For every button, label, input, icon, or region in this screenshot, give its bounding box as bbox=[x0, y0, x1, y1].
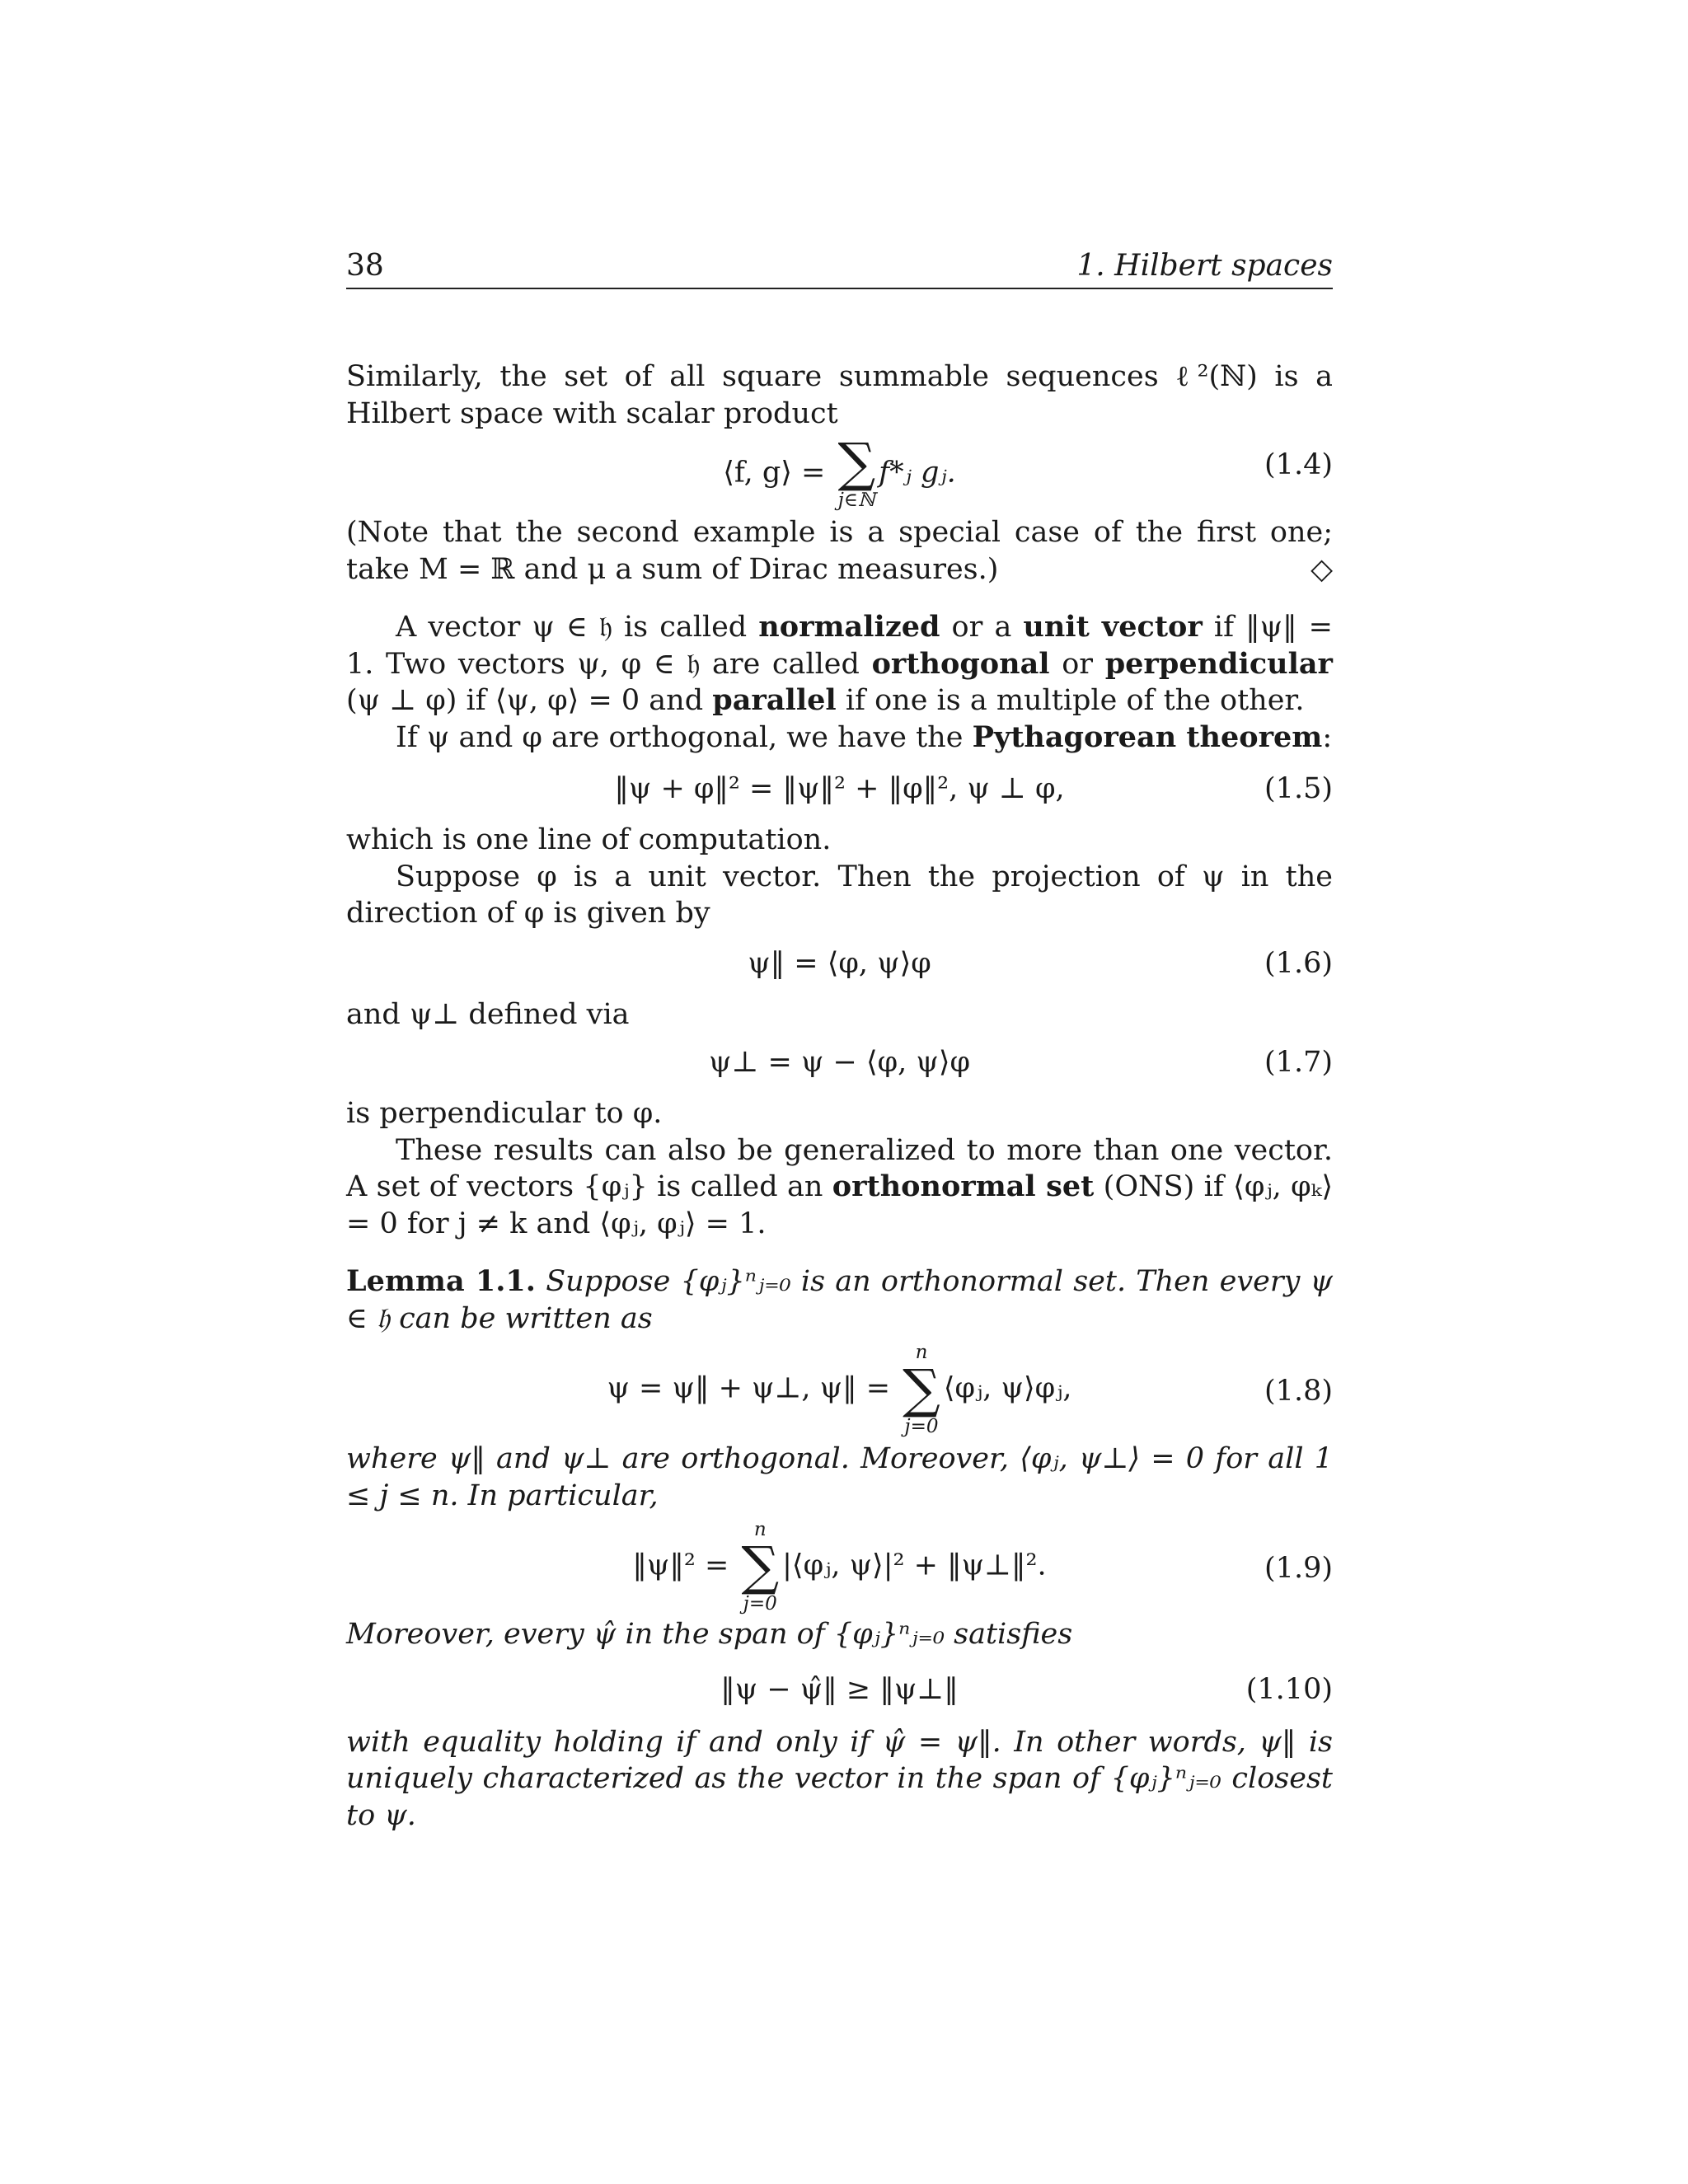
equation-number: (1.5) bbox=[1264, 772, 1333, 805]
eq-1-10-math: ‖ψ − ψ̂‖ ≥ ‖ψ⊥‖ bbox=[720, 1672, 959, 1706]
eq-1-4-lhs: ⟨f, g⟩ = bbox=[723, 456, 835, 490]
sum-lower-limit: j=0 bbox=[743, 1593, 777, 1615]
eq-1-9-lhs: ‖ψ‖² = bbox=[632, 1549, 738, 1582]
equation-1-7 bbox=[346, 1033, 1333, 1095]
lemma-1-1 bbox=[346, 1263, 1333, 1337]
equation-1-10 bbox=[346, 1653, 1333, 1724]
term-unit-vector: unit vector bbox=[1023, 610, 1203, 644]
equation-1-4 bbox=[346, 432, 1333, 511]
paragraph-ons: These results can also be generalized to more than one vector. A set of vectors {φⱼ} is called an orthonormal set (ONS) if ⟨φⱼ, φₖ⟩ = 0 for j ≠ k and ⟨φⱼ, φⱼ⟩ = 1. bbox=[346, 1133, 1334, 1240]
eq-1-8-lhs: ψ = ψ‖ + ψ⊥, ψ‖ = bbox=[607, 1371, 900, 1405]
equation-1-6 bbox=[346, 932, 1333, 996]
equation-number: (1.6) bbox=[1264, 946, 1333, 980]
page-number: 38 bbox=[346, 249, 384, 283]
sum-symbol: n ∑ j=0 bbox=[741, 1519, 780, 1615]
paragraph-note bbox=[346, 514, 1333, 588]
paragraph-l2: Similarly, the set of all square summable sequences ℓ²(ℕ) is a Hilbert space with scalar product bbox=[346, 360, 1333, 430]
term-parallel: parallel bbox=[712, 683, 837, 717]
lemma-statement: Suppose {φⱼ}ⁿⱼ₌₀ is an orthonormal set. Then every ψ ∈ 𝔥 can be written as bbox=[346, 1265, 1333, 1335]
equation-1-5 bbox=[346, 756, 1333, 822]
paragraph-computation: which is one line of computation. bbox=[346, 823, 832, 856]
running-header bbox=[346, 243, 1333, 289]
paragraph-pythagoras: If ψ and φ are orthogonal, we have the Pythagorean theorem: bbox=[396, 719, 1333, 754]
chapter-title: 1. Hilbert spaces bbox=[1076, 249, 1333, 283]
sum-upper-limit: n bbox=[753, 1519, 767, 1540]
equation-number: (1.7) bbox=[1264, 1046, 1333, 1079]
note-text: (Note that the second example is a special case of the first one; take M = ℝ and μ a sum of Dirac measures.) bbox=[346, 516, 1333, 586]
equation-number: (1.10) bbox=[1245, 1672, 1333, 1706]
equation-number: (1.4) bbox=[1264, 448, 1333, 481]
sum-lower-limit: j∈ℕ bbox=[837, 490, 875, 511]
eq-1-8-body: ⟨φⱼ, ψ⟩φⱼ, bbox=[943, 1371, 1072, 1405]
lemma-label: Lemma 1.1. bbox=[346, 1264, 536, 1298]
equation-1-8 bbox=[346, 1337, 1333, 1441]
sum-symbol: ∑ j∈ℕ bbox=[837, 433, 876, 511]
term-pythagorean-theorem: Pythagorean theorem bbox=[972, 719, 1323, 754]
eq-1-4-body: f*ⱼ gⱼ. bbox=[879, 456, 956, 490]
paragraph-perp-def: and ψ⊥ defined via bbox=[346, 997, 630, 1031]
paragraph-lemma-cont: where ψ‖ and ψ⊥ are orthogonal. Moreover, ⟨φⱼ, ψ⊥⟩ = 0 for all 1 ≤ j ≤ n. In particular, bbox=[346, 1442, 1333, 1512]
end-of-example-symbol: ◇ bbox=[1311, 552, 1333, 586]
sum-lower-limit: j=0 bbox=[904, 1416, 939, 1437]
paragraph-span: Moreover, every ψ̂ in the span of {φⱼ}ⁿⱼ₌₀ satisfies bbox=[346, 1618, 1073, 1651]
sum-upper-limit: n bbox=[915, 1342, 928, 1363]
term-normalized: normalized bbox=[758, 610, 940, 644]
paragraph-projection: Suppose φ is a unit vector. Then the projection of ψ in the direction of φ is given by bbox=[346, 860, 1333, 930]
paragraph-closest: with equality holding if and only if ψ̂ = ψ‖. In other words, ψ‖ is uniquely characterized as the vector in the span of {φⱼ}ⁿⱼ₌₀ closest to ψ. bbox=[346, 1725, 1333, 1832]
term-orthonormal-set: orthonormal set bbox=[832, 1169, 1095, 1203]
equation-1-9 bbox=[346, 1514, 1333, 1616]
paragraph-definitions: A vector ψ ∈ 𝔥 is called normalized or a unit vector if ‖ψ‖ = 1. Two vectors ψ, φ ∈ 𝔥 are called orthogonal or perpendicular (ψ ⊥ φ) if ⟨ψ, φ⟩ = 0 and parallel if one is a multiple of the other. bbox=[346, 610, 1333, 717]
equation-number: (1.8) bbox=[1264, 1375, 1333, 1408]
paragraph-perp: is perpendicular to φ. bbox=[346, 1097, 663, 1130]
term-perpendicular: perpendicular bbox=[1104, 646, 1333, 681]
eq-1-7-math: ψ⊥ = ψ − ⟨φ, ψ⟩φ bbox=[709, 1046, 970, 1079]
eq-1-6-math: ψ‖ = ⟨φ, ψ⟩φ bbox=[748, 946, 931, 980]
term-orthogonal: orthogonal bbox=[871, 646, 1050, 681]
sum-symbol: n ∑ j=0 bbox=[903, 1342, 940, 1437]
eq-1-5-math: ‖ψ + φ‖² = ‖ψ‖² + ‖φ‖², ψ ⊥ φ, bbox=[614, 772, 1065, 805]
eq-1-9-body: |⟨φⱼ, ψ⟩|² + ‖ψ⊥‖². bbox=[782, 1549, 1047, 1582]
page bbox=[346, 243, 1333, 1834]
equation-number: (1.9) bbox=[1264, 1552, 1333, 1585]
